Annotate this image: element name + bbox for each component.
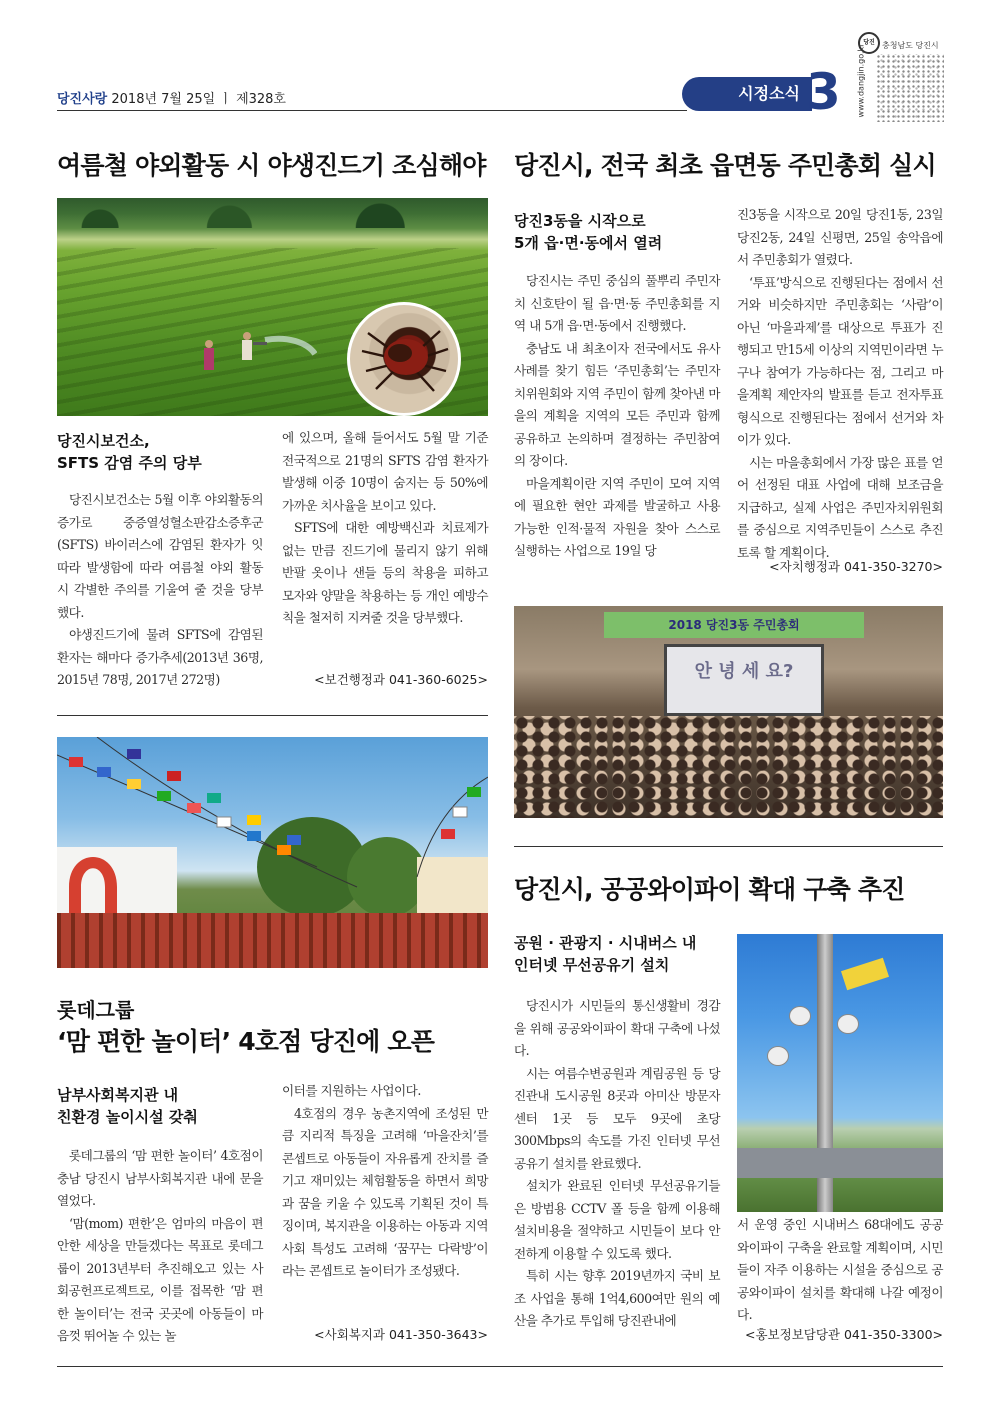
cctv-pole-photo [737, 934, 943, 1212]
farmers-figures [187, 326, 317, 386]
screen-text: 안 녕 세 요? [694, 661, 794, 682]
paragraph: 당진시보건소는 5월 이후 야외활동의 증가로 중증열성혈소판감소증후군(SFTS) 바이러스에 감염된 환자가 잇따라 발생함에 따라 여름철 야외 활동 시 각별한 주의를 기울여 줄 것을 당부했다. [57, 492, 263, 620]
playground-subhead: 남부사회복지관 내 친환경 놀이시설 갖춰 [57, 1086, 198, 1126]
wifi-contact: <홍보정보담당관 041-350-3300> [745, 1327, 943, 1342]
assembly-headline: 당진시, 전국 최초 읍면동 주민총회 실시 [514, 151, 936, 180]
assembly-subhead: 당진3동을 시작으로 5개 읍·면·동에서 열려 [514, 212, 663, 252]
website-url: www.dangjin.go.kr [856, 43, 866, 118]
distant-buildings [737, 1148, 943, 1178]
paragraph: 이터를 지원하는 사업이다. [282, 1083, 421, 1098]
publisher-name: 충청남도 당진시 [882, 41, 939, 50]
footer-rule [57, 1366, 943, 1367]
paragraph: 시는 마을총회에서 가장 많은 표를 얻어 선정된 대표 사업에 대해 보조금을 지급하고, 실제 사업은 주민자치위원회를 중심으로 지역주민들이 스스로 추진토록 할 계획이다. [737, 454, 943, 560]
paragraph: 야생진드기에 물려 SFTS에 감염된 환자는 해마다 증가추세(2013년 36명, 2015년 78명, 2017년 272명) [57, 627, 263, 687]
assembly-body-col1 [514, 270, 720, 563]
tick-headline: 여름철 야외활동 시 야생진드기 조심해야 [57, 151, 486, 180]
paragraph: 시는 여름수변공원과 계림공원 등 당진관내 도시공원 8곳과 아미산 방문자센터 1곳 등 모두 9곳에 초당 300Mbps의 속도를 가진 인터넷 무선공유기 설치를 완료했다. [514, 1065, 720, 1171]
dome-camera [767, 1046, 789, 1066]
wifi-subhead: 공원 · 관광지 · 시내버스 내 인터넷 무선공유기 설치 [514, 934, 697, 974]
separator: ㅣ [219, 92, 232, 107]
event-banner: 2018 당진3동 주민총회 [604, 612, 864, 638]
paragraph: 당진시는 주민 중심의 풀뿌리 주민자치 신호탄이 될 읍·면·동 주민총회를 지역 내 5개 읍·면·동에서 진행했다. [514, 273, 720, 333]
issue-date: 2018년 7월 25일 [111, 92, 216, 107]
wifi-headline: 당진시, 공공와이파이 확대 구축 추진 [514, 875, 905, 904]
masthead-info [57, 88, 286, 107]
dome-camera [789, 1006, 811, 1026]
header-rule [57, 110, 687, 111]
article-divider [57, 715, 488, 716]
qr-block [858, 30, 948, 120]
qr-code[interactable] [876, 54, 944, 122]
dome-camera [837, 1014, 859, 1034]
paragraph: 롯데그룹의 ‘맘 편한 놀이터’ 4호점이 충남 당진시 남부사회복지관 내에 문을 열었다. [57, 1148, 263, 1208]
tick-subhead: 당진시보건소, SFTS 감염 주의 당부 [57, 432, 202, 472]
playground-contact: <사회복지과 041-350-3643> [314, 1327, 488, 1342]
paragraph: 당진시가 시민들의 통신생활비 경감을 위해 공공와이파이 확대 구축에 나섰다. [514, 998, 720, 1058]
paragraph: 설치가 완료된 인터넷 무선공유기들은 방범용 CCTV 폴 등을 함께 이용해 설치비용을 절약하고 시민들이 보다 안전하게 이용할 수 있도록 했다. [514, 1178, 720, 1261]
assembly-hall-photo [514, 606, 943, 818]
issue-number: 제328호 [236, 92, 286, 107]
paragraph: 충남도 내 최초이자 전국에서도 유사 사례를 찾기 힘든 ‘주민총회’는 주민자치위원회와 지역 주민이 함께 찾아낸 마을의 계획을 지역의 모든 주민과 함께 공유하고 논의하며 결정하는 주민참여의 장이다. [514, 340, 720, 468]
section-tab: 시정소식 [682, 77, 812, 111]
paragraph: 에 있으며, 올해 들어서도 5월 말 기준 전국적으로 21명의 SFTS 감염 환자가 발생해 이중 10명이 숨지는 등 50%에 가까운 치사율을 보이고 있다. [282, 430, 488, 513]
paragraph: 진3동을 시작으로 20일 당진1동, 23일 당진2동, 24일 신평면, 25일 송악읍에서 주민총회가 열렸다. [737, 207, 943, 267]
tick-contact: <보건행정과 041-360-6025> [314, 672, 488, 687]
city-logo: 당진 [858, 32, 880, 54]
paragraph: SFTS에 대한 예방백신과 치료제가 없는 만큼 진드기에 물리지 않기 위해 반팔 옷이나 샌들 등의 착용을 피하고 모자와 양말을 착용하는 등 개인 예방수칙을 철저히 지켜줄 것을 당부했다. [282, 520, 488, 625]
tick-closeup-photo [347, 302, 461, 416]
playground-body-col2 [282, 1080, 488, 1283]
assembly-contact: <자치행정과 041-350-3270> [769, 559, 943, 574]
paragraph: 서 운영 중인 시내버스 68대에도 공공와이파이 구축을 완료할 계획이며, 시민들이 자주 이용하는 시설을 중심으로 공공와이파이 설치를 확대해 나갈 예정이다. [737, 1217, 943, 1322]
yellow-sign [841, 958, 889, 991]
wooden-fence [57, 913, 488, 968]
article-divider [514, 846, 943, 847]
paragraph: 특히 시는 향후 2019년까지 국비 보조 사업을 통해 1억4,600여만 원의 예산을 추가로 투입해 당진관내에 [514, 1268, 720, 1328]
tick-body-col1 [57, 489, 263, 692]
playground-headline: ‘맘 편한 놀이터’ 4호점 당진에 오픈 [57, 1027, 435, 1056]
publication-name: 당진사랑 [57, 92, 108, 107]
audience-crowd [514, 716, 943, 818]
paragraph: ‘맘(mom) 편한’은 엄마의 마음이 편안한 세상을 만들겠다는 목표로 롯데그룹이 2013년부터 추진해오고 있는 사회공헌프로젝트로, 이를 접목한 ‘맘 편한 놀이터’는 전국 곳곳에 아동들이 마음껏 뛰어놀 수 있는 놀 [57, 1215, 263, 1343]
playground-photo [57, 737, 488, 968]
wifi-body-col2 [737, 1214, 943, 1327]
paragraph: 마을계획이란 지역 주민이 모여 지역에 필요한 현안 과제를 발굴하고 사용 가능한 인적·물적 자원을 찾아 스스로 실행하는 사업으로 19일 당 [514, 475, 720, 558]
wifi-body-col1 [514, 995, 720, 1333]
tick-body-col2 [282, 427, 488, 630]
paragraph: ‘투표’방식으로 진행된다는 점에서 선거와 비슷하지만 주민총회는 ‘사람’이 아닌 ‘마을과제’를 대상으로 투표가 진행되고 만15세 이상의 지역민이라면 누구나 참여가 가능하다는 점, 그리고 마을계획 제안자의 발표를 듣고 전자투표 형식으로 진행된다는 점에서 선거와 차이가 있다. [737, 274, 943, 447]
assembly-body-col2 [737, 204, 943, 564]
playground-kicker: 롯데그룹 [57, 998, 135, 1022]
paragraph: 4호점의 경우 농촌지역에 조성된 만큼 지리적 특징을 고려해 ‘마을잔치’를 콘셉트로 아동들이 자유롭게 잔치를 즐기고 재미있는 체험활동을 하면서 희망과 꿈을 키울 수 있도록 기획된 것이 특징이며, 복지관을 이용하는 아동과 지역사회 특성도 고려해 ‘꿈꾸는 다락방’이라는 콘셉트로 놀이터가 조성됐다. [282, 1105, 488, 1278]
playground-body-col1 [57, 1145, 263, 1348]
projection-screen [664, 644, 824, 716]
treeline [57, 198, 488, 228]
page-number: 3 [806, 63, 841, 121]
